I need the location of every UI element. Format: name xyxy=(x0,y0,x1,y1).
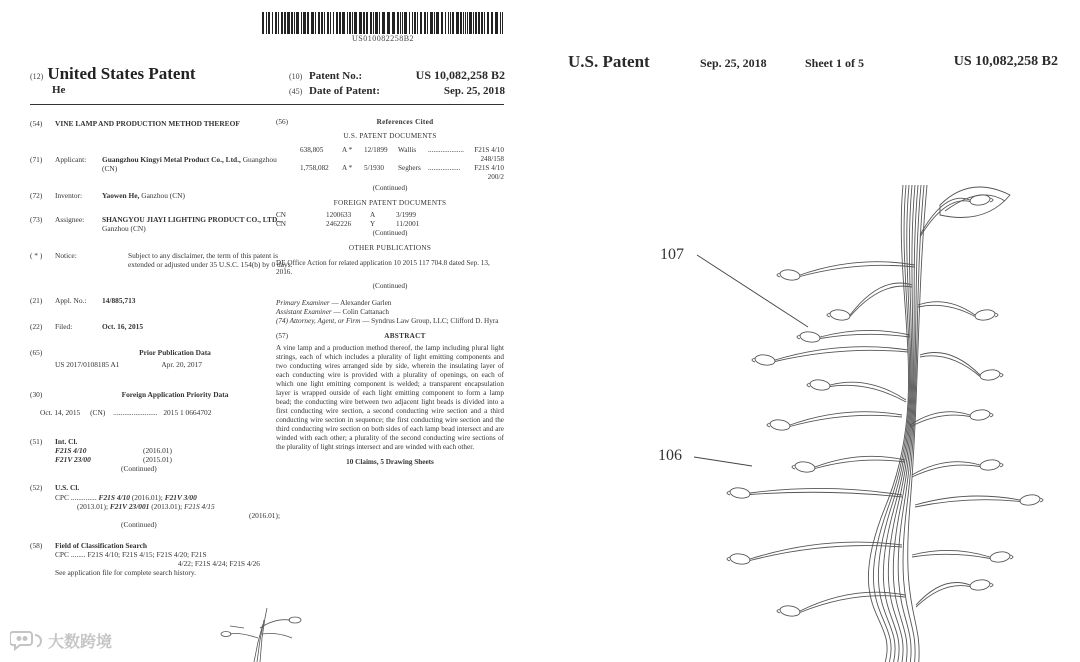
examiners xyxy=(276,299,504,326)
ref-class: F21S 4/10 248/158 xyxy=(474,146,504,163)
field-search-line-2: 4/22; F21S 4/24; F21S 4/26 xyxy=(177,559,260,568)
int-cl-2-date: (2015.01) xyxy=(143,455,172,464)
leader-line-106 xyxy=(694,457,752,466)
field-num: (56) xyxy=(276,118,288,126)
us-cl-heading: U.S. Cl. xyxy=(55,483,80,492)
field-num: (72) xyxy=(30,191,43,200)
int-cl-1-date: (2016.01) xyxy=(143,446,172,455)
field-51 xyxy=(30,437,292,479)
field-label: Assignee: xyxy=(55,215,85,224)
vine-lamp-drawing xyxy=(640,175,1080,662)
abstract-text: A vine lamp and a production method thereof, the lamp including plural light strings, each of which includes a plurality of light emitting components and two conducting wires arranged side by side, wherein the insulating layer of each conducting wire is provided with a plurality of openings, on each of which one light emitting component is welded; a transparent encapsulation layer is wrapped outside of each light emitting component to form a lamp bead; the conducting wire between two adjacent light beads is divided into a first conducting wire section, a second conducting wire section and a third conducting wire section in sequence; the first conducting wire section and the third conducting wire section on both sides of each lamp bead intersect and are winded with each other; a plurality of the second conducting wire sections of the plurality of light strings intersect and are winded with each other. xyxy=(276,344,504,451)
barcode-number: US010082258B2 xyxy=(351,34,415,43)
ref-label-107: 107 xyxy=(660,246,684,263)
ref-no: 1,758,082 xyxy=(300,164,329,172)
assignee-location: Ganzhou (CN) xyxy=(102,224,146,233)
ref-no: 638,805 xyxy=(300,146,324,154)
drawing-sheet xyxy=(540,0,1080,662)
field-num: (65) xyxy=(30,348,43,357)
priority-country: (CN) xyxy=(90,408,106,417)
patent-date: Sep. 25, 2018 xyxy=(443,85,505,97)
watermark-text: 大数跨境 xyxy=(48,631,113,651)
us-references xyxy=(276,146,504,182)
abstract-heading: ABSTRACT xyxy=(384,332,426,340)
foreign-ref-cc: CN xyxy=(276,211,286,219)
ref-name: Seghers xyxy=(398,164,421,172)
priority-dots: ........................ xyxy=(113,408,158,417)
prior-publication-number: US 2017/0108185 A1 xyxy=(55,360,120,369)
field-num: (22) xyxy=(30,322,43,331)
inventor-name: Yaowen He, xyxy=(102,191,140,200)
field-58 xyxy=(30,541,292,585)
us-reference-row xyxy=(276,164,504,182)
primary-examiner: — Alexander Garlen xyxy=(331,299,392,307)
field-search-line-1: CPC ........ F21S 4/10; F21S 4/15; F21S 4/20; F21S xyxy=(55,550,207,559)
application-number: 14/885,713 xyxy=(102,296,136,305)
front-page-drawing xyxy=(200,598,320,662)
cpc-label: CPC .............. xyxy=(55,493,97,502)
int-cl-1: F21S 4/10 xyxy=(55,446,87,455)
date-label: Date of Patent: xyxy=(309,85,380,97)
prior-publication-date: Apr. 20, 2017 xyxy=(161,360,202,369)
applicant-name: Guangzhou Kingyi Metal Product Co., Ltd., xyxy=(102,155,241,164)
applicant-location: Guangzhou (CN) xyxy=(102,155,277,173)
foreign-ref-date: 11/2001 xyxy=(396,220,420,228)
tag-10: (10) xyxy=(289,72,303,81)
priority-date: Oct. 14, 2015 xyxy=(40,408,81,417)
watermark xyxy=(10,628,112,652)
field-30 xyxy=(30,390,292,417)
sheet-patent-number: US 10,082,258 B2 xyxy=(953,54,1058,69)
foreign-patent-docs-heading: FOREIGN PATENT DOCUMENTS xyxy=(333,199,447,207)
field-num: (57) xyxy=(276,332,288,340)
ref-date: 12/1899 xyxy=(364,146,388,154)
ref-dots: .................. xyxy=(428,164,461,172)
field-71 xyxy=(30,155,292,175)
references-continued-2: (Continued) xyxy=(372,229,408,237)
us-patent-docs-heading: U.S. PATENT DOCUMENTS xyxy=(343,132,437,140)
us-cl-1: F21S 4/10 xyxy=(98,493,130,502)
int-cl-continued: (Continued) xyxy=(121,464,157,473)
leader-line-107 xyxy=(697,255,808,327)
field-21 xyxy=(30,296,292,306)
notice-text: Subject to any disclaimer, the term of this patent is extended or adjusted under 35 U.S.C. 154(b) by 0 days. xyxy=(128,251,293,269)
field-notice xyxy=(30,251,292,281)
us-cl-4-date: (2016.01); xyxy=(249,511,280,520)
field-search-line-3: See application file for complete search history. xyxy=(55,568,196,577)
sheet-number-label: Sheet 1 of 5 xyxy=(805,56,864,70)
field-label: Notice: xyxy=(55,251,77,260)
field-num: (54) xyxy=(30,119,43,128)
us-cl-3-date: (2013.01); xyxy=(151,502,183,511)
speech-bubble-icon xyxy=(10,628,44,652)
patent-title-heading: United States Patent xyxy=(47,64,196,83)
us-cl-4: F21S 4/15 xyxy=(184,502,215,511)
tag-45: (45) xyxy=(289,87,303,96)
assignee-name: SHANGYOU JIAYI LIGHTING PRODUCT CO., LTD., xyxy=(102,215,281,224)
ref-label-106: 106 xyxy=(658,447,682,464)
us-cl-1-date: (2016.01); xyxy=(131,493,163,502)
inventor-location: Ganzhou (CN) xyxy=(141,191,185,200)
us-cl-2-date: (2013.01); xyxy=(77,502,108,511)
foreign-ref-cc: CN xyxy=(276,220,286,228)
header-rule xyxy=(30,104,504,105)
primary-examiner-label: Primary Examiner xyxy=(276,299,330,307)
patent-number-row xyxy=(289,68,505,85)
foreign-ref-no: 2462226 xyxy=(326,220,352,228)
field-73 xyxy=(30,215,292,235)
invention-title: VINE LAMP AND PRODUCTION METHOD THEREOF xyxy=(55,119,240,128)
sheet-header xyxy=(568,52,1058,74)
ref-name: Wallis xyxy=(398,146,417,154)
field-label: Inventor: xyxy=(55,191,83,200)
references-heading: References Cited xyxy=(376,118,434,126)
field-num: (71) xyxy=(30,155,43,164)
us-cl-continued: (Continued) xyxy=(121,520,157,529)
ref-kind: A * xyxy=(342,146,353,154)
prior-publication-heading: Prior Publication Data xyxy=(139,348,211,357)
us-reference-row xyxy=(276,146,504,164)
references-continued-1: (Continued) xyxy=(372,184,408,192)
patent-header-right xyxy=(289,68,505,102)
field-label: Appl. No.: xyxy=(55,296,87,305)
other-publications-text: DE Office Action for related application 10 2015 117 704.8 dated Sep. 13, 2016. xyxy=(276,259,490,276)
foreign-ref-no: 1200633 xyxy=(326,211,352,219)
sheet-patent-title: U.S. Patent xyxy=(568,52,650,71)
patent-no-label: Patent No.: xyxy=(309,70,363,82)
field-num: (52) xyxy=(30,483,43,492)
field-num: (30) xyxy=(30,390,43,399)
foreign-ref-kind: A xyxy=(370,211,376,219)
tag-12: (12) xyxy=(30,72,44,81)
field-label: Filed: xyxy=(55,322,73,331)
field-72 xyxy=(30,191,292,201)
patent-header-left xyxy=(30,64,196,84)
barcode xyxy=(262,12,504,34)
ref-dots: .................... xyxy=(428,146,464,154)
field-num: ( * ) xyxy=(30,251,43,260)
foreign-reference-row xyxy=(276,211,504,220)
int-cl-2: F21V 23/00 xyxy=(55,455,91,464)
field-label: Applicant: xyxy=(55,155,87,164)
sheet-date: Sep. 25, 2018 xyxy=(700,56,767,70)
foreign-references xyxy=(276,211,504,229)
patent-date-row xyxy=(289,85,505,102)
ref-date: 5/1930 xyxy=(364,164,384,172)
attorney-label: (74) Attorney, Agent, or Firm xyxy=(276,317,361,325)
us-cl-3: F21V 23/001 xyxy=(109,502,150,511)
attorney: — Syndrus Law Group, LLC; Clifford D. Hyra xyxy=(362,317,499,325)
references-column xyxy=(276,118,504,467)
field-num: (58) xyxy=(30,541,43,550)
patent-number: US 10,082,258 B2 xyxy=(415,68,505,82)
other-publications-heading: OTHER PUBLICATIONS xyxy=(348,244,432,252)
field-num: (51) xyxy=(30,437,43,446)
references-continued-3: (Continued) xyxy=(372,282,408,290)
ref-kind: A * xyxy=(342,164,353,172)
priority-application: 2015 1 0664702 xyxy=(163,408,212,417)
field-52 xyxy=(30,483,292,539)
foreign-ref-date: 3/1999 xyxy=(396,211,416,219)
assistant-examiner: — Colin Cattanach xyxy=(333,308,389,316)
field-search-heading: Field of Classification Search xyxy=(55,541,148,550)
int-cl-heading: Int. Cl. xyxy=(55,437,78,446)
field-num: (73) xyxy=(30,215,43,224)
foreign-ref-kind: Y xyxy=(370,220,376,228)
inventor-short: He xyxy=(52,84,66,96)
foreign-reference-row xyxy=(276,220,504,229)
field-22 xyxy=(30,322,292,332)
ref-class: F21S 4/10 200/2 xyxy=(474,164,504,181)
us-cl-2: F21V 3/00 xyxy=(164,493,197,502)
field-65 xyxy=(30,348,292,370)
field-num: (21) xyxy=(30,296,43,305)
foreign-priority-heading: Foreign Application Priority Data xyxy=(121,390,229,399)
assistant-examiner-label: Assistant Examiner xyxy=(276,308,332,316)
claims-summary: 10 Claims, 5 Drawing Sheets xyxy=(346,458,434,466)
filed-date: Oct. 16, 2015 xyxy=(102,322,144,331)
